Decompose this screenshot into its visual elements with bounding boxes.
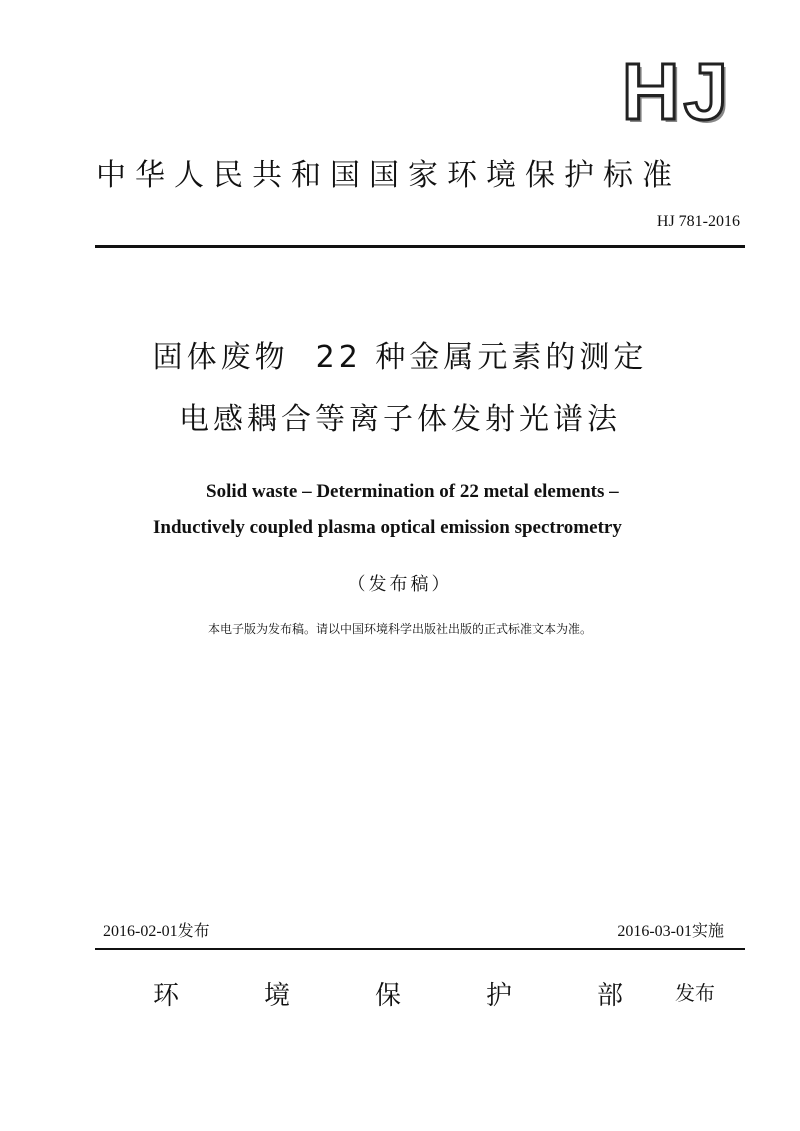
standard-number: HJ 781-2016	[656, 213, 740, 230]
issuer-char-4: 护	[486, 981, 513, 1011]
draft-label: （发布稿）	[347, 574, 453, 595]
title-en-line2: Inductively coupled plasma optical emission spectrometry	[153, 517, 622, 538]
issuer-char-2: 境	[264, 981, 291, 1011]
issuer-char-1: 环	[153, 981, 180, 1011]
issue-date: 2016-02-01发布	[103, 923, 210, 940]
issuer-suffix: 发布	[675, 981, 715, 1005]
issuer-char-5: 部	[597, 981, 624, 1011]
title-zh-line2: 电感耦合等离子体发射光谱法	[179, 402, 621, 437]
title-zh-line1: 固体废物 22 种金属元素的测定	[152, 340, 648, 375]
bottom-divider	[95, 948, 745, 950]
issuer-char-3: 保	[375, 981, 402, 1011]
title-en-line1: Solid waste – Determination of 22 metal elements –	[206, 481, 619, 502]
org-title: 中华人民共和国国家环境保护标准	[96, 158, 681, 193]
notice-text: 本电子版为发布稿。请以中国环境科学出版社出版的正式标准文本为准。	[207, 622, 592, 636]
top-divider	[95, 245, 745, 248]
implementation-date: 2016-03-01实施	[617, 923, 724, 940]
hj-logo: HJ	[621, 47, 732, 136]
